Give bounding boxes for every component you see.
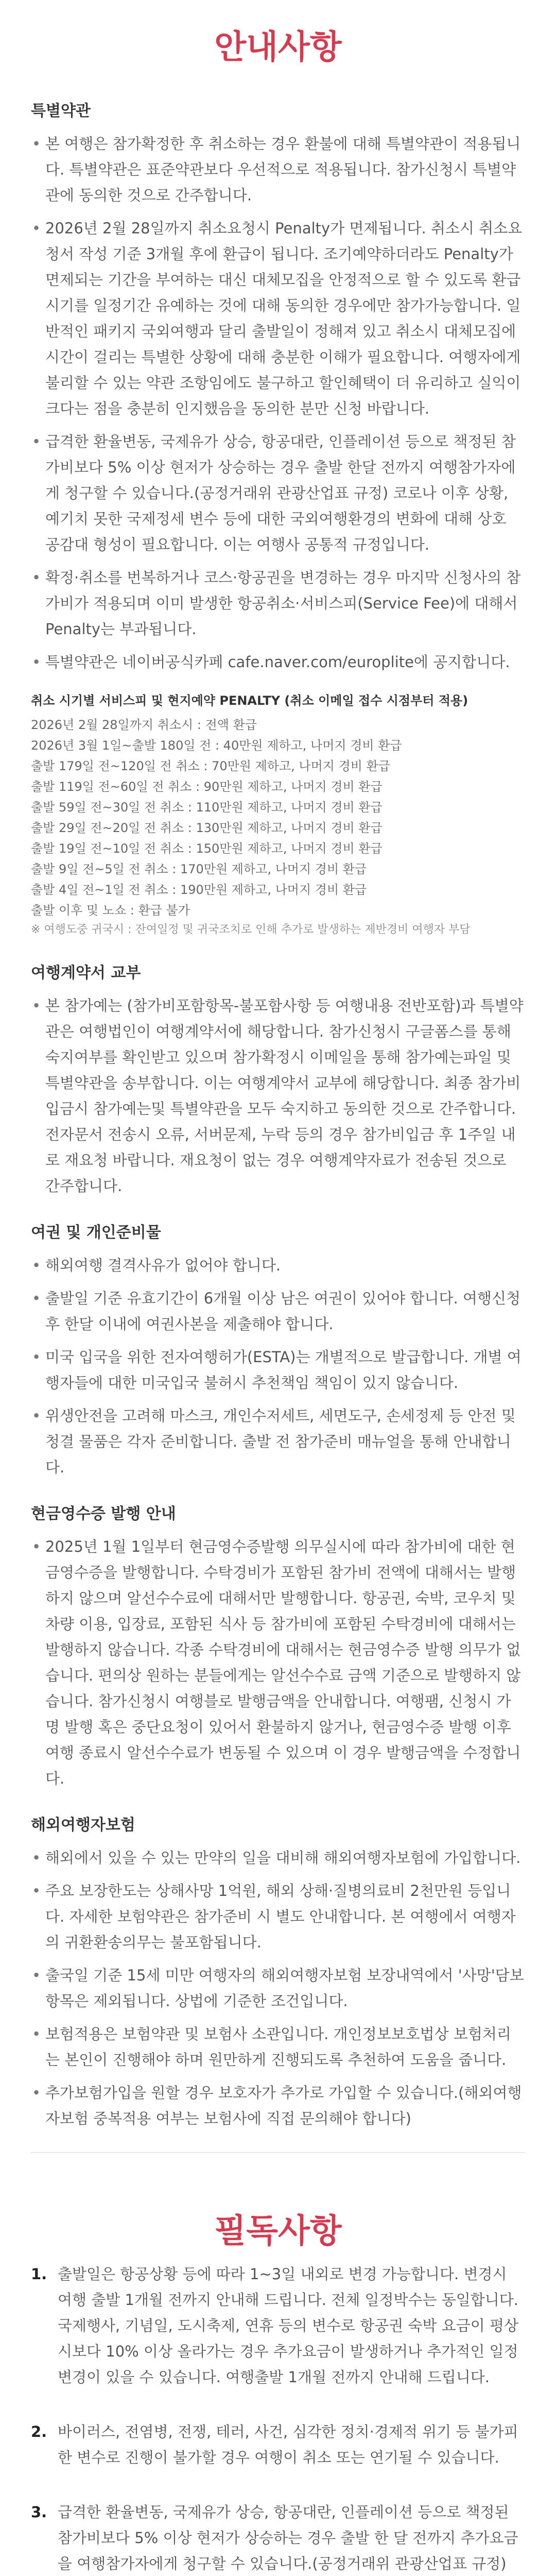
list-item: • 출국일 기준 15세 미만 여행자의 해외여행자보험 보장내역에서 '사망'담보항목은 제외됩니다. 상법에 기준한 조건입니다.: [31, 1962, 525, 2014]
travel-insurance-list: [31, 1845, 525, 2131]
list-item: • 2025년 1월 1일부터 현금영수증발행 의무실시에 따라 참가비에 대한 현금영수증을 발행합니다. 수탁경비가 포함된 참가비 전액에 대해서는 발행하지 않으며 알선수수료에 대해서만 발행합니다. 항공권, 숙박, 코우치 및 차량 이용, 입장료, 포함된 식사 등 참가비에 포함된 수탁경비에 대해서는 발행하지 않습니다. 각종 수탁경비에 대해서는 현금영수증 발행 의무가 없습니다. 편의상 원하는 분들에게는 알선수수료 금액 기준으로 발행하지 않습니다. 참가신청시 여행블로 발행금액을 안내합니다. 여행팸, 신청시 가명 발행 혹은 중단요청이 있어서 환불하지 않거나, 현금영수증 발행 이후 여행 종료시 알선수수료가 변동될 수 있으며 이 경우 발행금액을 수정합니다.: [31, 1534, 525, 1791]
schedule-row: 출발 9일 전~5일 전 취소 : 170만원 제하고, 나머지 경비 환급: [31, 862, 367, 876]
must-read-item: [31, 2499, 525, 2576]
list-item: • 보험적용은 보험약관 및 보험사 소관입니다. 개인정보보호법상 보험처리는 본인이 진행해야 하며 원만하게 진행되도록 추천하여 도움을 줍니다.: [31, 2021, 525, 2073]
item-text: 바이러스, 전염병, 전쟁, 테러, 사건, 심각한 정치·경제적 위기 등 불가피한 변수로 진행이 불가할 경우 여행이 취소 또는 연기될 수 있습니다.: [58, 2423, 518, 2466]
notice-title: 안내사항: [214, 28, 342, 66]
must-read-item: [31, 2419, 525, 2470]
schedule-note: ※ 여행도중 귀국시 : 잔여일정 및 귀국조치로 인해 추가로 발생하는 제반경비 여행자 부담: [31, 923, 471, 936]
must-read-title: 필독사항: [214, 2212, 342, 2250]
list-item: • 미국 입국을 위한 전자여행허가(ESTA)는 개별적으로 발급합니다. 개별 여행자들에 대한 미국입국 불허시 추천책임 책임이 있지 않습니다.: [31, 1344, 525, 1396]
schedule-row: 출발 이후 및 노쇼 : 환급 불가: [31, 903, 190, 918]
item-number: 3.: [31, 2503, 47, 2521]
special-terms-list: [31, 131, 525, 675]
contract-list: [31, 993, 525, 1199]
list-item: • 출발일 기준 유효기간이 6개월 이상 남은 여권이 있어야 합니다. 여행신청 후 한달 이내에 여권사본을 제출해야 합니다.: [31, 1285, 525, 1337]
list-item: • 특별약관은 네이버공식카페 cafe.naver.com/europlite에 공지합니다.: [31, 649, 525, 675]
receipt-heading: 현금영수증 발행 안내: [31, 1505, 176, 1523]
passport-heading: 여권 및 개인준비물: [31, 1224, 161, 1242]
schedule-row: 출발 4일 전~1일 전 취소 : 190만원 제하고, 나머지 경비 환급: [31, 883, 367, 897]
list-item: • 본 여행은 참가확정한 후 취소하는 경우 환불에 대해 특별약관이 적용됩니다. 특별약관은 표준약관보다 우선적으로 적용됩니다. 참가신청시 특별약관에 동의한 것으로 간주합니다.: [31, 131, 525, 208]
item-text: 출발일은 항공상황 등에 따라 1~3일 내외로 변경 가능합니다. 변경시 여행 출발 1개월 전까지 안내해 드립니다. 전체 일정박수는 동일합니다. 국제행사, 기념일, 도시축제, 연휴 등의 변수로 항공권 숙박 요금이 평상시보다 10% 이상 올라가는 경우 추가요금이 발생하거나 추가적인 일정변경이 있을 수 있습니다. 여행출발 1개월 전까지 안내해 드립니다.: [58, 2265, 519, 2386]
list-item: • 확정·취소를 번복하거나 코스·항공권을 변경하는 경우 마지막 신청사의 참가비가 적용되며 이미 발생한 항공취소·서비스피(Service Fee)에 대해서 Penalty는 부과됩니다.: [31, 565, 525, 642]
list-item: • 2026년 2월 28일까지 취소요청시 Penalty가 면제됩니다. 취소시 취소요청서 작성 기준 3개월 후에 환급이 됩니다. 조기예약하더라도 Penalty가 면제되는 기간을 부여하는 대신 대체모집을 안정적으로 할 수 있도록 환급시기를 일정기간 유예하는 것에 대해 동의한 경우에만 참가가능합니다. 일반적인 패키지 국외여행과 달리 출발일이 정해져 있고 취소시 대체모집에 시간이 걸리는 특별한 상황에 대해 충분한 이해가 필요합니다. 여행자에게 불리할 수 있는 약관 조항임에도 불구하고 할인혜택이 더 유리하고 실익이 크다는 점을 충분히 인지했음을 동의한 분만 신청 바랍니다.: [31, 215, 525, 421]
list-item: • 해외여행 결격사유가 없어야 합니다.: [31, 1252, 525, 1278]
list-item: • 주요 보장한도는 상해사망 1억원, 해외 상해·질병의료비 2천만원 등입니다. 자세한 보험약관은 참가준비 시 별도 안내합니다. 본 여행에서 여행자의 귀환환송의무는 불포함됩니다.: [31, 1878, 525, 1955]
list-item: • 위생안전을 고려해 마스크, 개인수저세트, 세면도구, 손세정제 등 안전 및 청결 물품은 각자 준비합니다. 출발 전 참가준비 매뉴얼을 통해 안내합니다.: [31, 1403, 525, 1480]
schedule-row: 출발 119일 전~60일 전 취소 : 90만원 제하고, 나머지 경비 환급: [31, 779, 383, 794]
section-divider: [31, 2152, 525, 2153]
schedule-row: 2026년 3월 1일~출발 180일 전 : 40만원 제하고, 나머지 경비 환급: [31, 738, 402, 753]
list-item: • 해외에서 있을 수 있는 만약의 일을 대비해 해외여행자보험에 가입합니다.: [31, 1845, 525, 1871]
item-text: 급격한 환율변동, 국제유가 상승, 항공대란, 인플레이션 등으로 책정된 참가비보다 5% 이상 현저가 상승하는 경우 출발 한 달 전까지 추가요금을 여행참가자에게 청구할 수 있습니다.(공정거래위 관광산업표 규정): [58, 2503, 518, 2572]
schedule-title: 취소 시기별 서비스피 및 현지예약 PENALTY (취소 이메일 접수 시점부터 적용): [31, 693, 468, 708]
list-item: • 추가보험가입을 원할 경우 보호자가 추가로 가입할 수 있습니다.(해외여행자보험 중복적용 여부는 보험사에 직접 문의해야 합니다): [31, 2080, 525, 2131]
schedule-row: 출발 59일 전~30일 전 취소 : 110만원 제하고, 나머지 경비 환급: [31, 800, 383, 815]
item-number: 1.: [31, 2265, 47, 2283]
schedule-row: 출발 19일 전~10일 전 취소 : 150만원 제하고, 나머지 경비 환급: [31, 841, 383, 856]
list-item: • 급격한 환율변동, 국제유가 상승, 항공대란, 인플레이션 등으로 책정된 참가비보다 5% 이상 현저가 상승하는 경우 출발 한달 전까지 여행참가자에게 청구할 수 있습니다.(공정거래위 관광산업표 규정) 코로나 이후 상황, 예기치 못한 국제정세 변수 등에 대한 국외여행환경의 변화에 대해 상호 공감대 형성이 필요합니다. 이는 여행사 공통적 규정입니다.: [31, 429, 525, 557]
contract-heading: 여행계약서 교부: [31, 964, 141, 982]
travel-insurance-heading: 해외여행자보험: [31, 1816, 135, 1834]
receipt-list: [31, 1534, 525, 1791]
schedule-list: [31, 715, 525, 939]
list-item: • 본 참가예는 (참가비포함항목-불포함사항 등 여행내용 전반포함)과 특별약관은 여행법인이 여행계약서에 해당합니다. 참가신청시 구글폼스를 통해 숙지여부를 확인받고 있으며 참가확정시 이메일을 통해 참가예는파일 및 특별약관을 송부합니다. 이는 여행계약서 교부에 해당합니다. 최종 참가비입금시 참가예는및 특별약관을 모두 숙지하고 동의한 것으로 간주합니다. 전자문서 전송시 오류, 서버문제, 누락 등의 경우 참가비입금 후 1주일 내로 재요청 바랍니다. 재요청이 없는 경우 여행계약자료가 전송된 것으로 간주합니다.: [31, 993, 525, 1199]
item-number: 2.: [31, 2423, 47, 2441]
schedule-row: 출발 29일 전~20일 전 취소 : 130만원 제하고, 나머지 경비 환급: [31, 821, 383, 835]
special-terms-heading: 특별약관: [31, 102, 91, 120]
must-read-list: [31, 2261, 525, 2576]
passport-list: [31, 1252, 525, 1480]
schedule-row: 출발 179일 전~120일 전 취소 : 70만원 제하고, 나머지 경비 환급: [31, 759, 390, 773]
schedule-row: 2026년 2월 28일까지 취소시 : 전액 환급: [31, 718, 257, 732]
must-read-item: [31, 2261, 525, 2390]
